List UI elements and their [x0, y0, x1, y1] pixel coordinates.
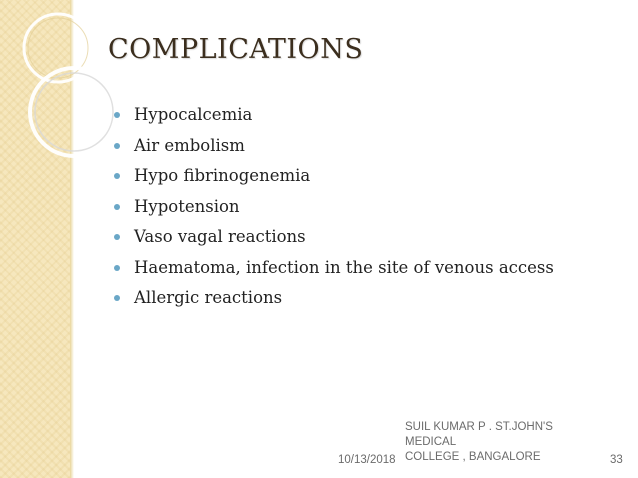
bullet-text: Haematoma, infection in the site of venous access [134, 257, 554, 277]
bullet-text: Hypocalcemia [134, 105, 253, 124]
footer-date: 10/13/2018 [338, 454, 396, 466]
bullet-dot-icon [114, 173, 120, 179]
footer-author-line1: SUIL KUMAR P . ST.JOHN'S MEDICAL [405, 421, 553, 448]
bullet-text: Hypotension [134, 196, 240, 216]
bullet-dot-icon [114, 295, 120, 301]
bullet-text: Air embolism [134, 135, 245, 155]
bullet-item [112, 100, 554, 131]
bullet-item [112, 253, 554, 284]
bullet-dot-icon [114, 112, 120, 118]
bullet-item [112, 192, 554, 223]
lower-ring [30, 68, 118, 156]
slide-title: COMPLICATIONS [108, 34, 364, 65]
bullet-list [112, 100, 554, 314]
lower-ring-inner [35, 73, 113, 151]
bullet-dot-icon [114, 204, 120, 210]
page-number: 33 [610, 454, 623, 466]
bullet-dot-icon [114, 234, 120, 240]
footer-author-line2: COLLEGE , BANGALORE [405, 451, 541, 463]
bullet-text: Hypo fibrinogenemia [134, 166, 311, 185]
bullet-item [112, 222, 554, 253]
footer-author [405, 420, 595, 465]
bullet-dot-icon [114, 265, 120, 271]
bullet-item [112, 131, 554, 162]
bullet-dot-icon [114, 143, 120, 149]
bullet-item [112, 161, 554, 192]
bullet-text: Vaso vagal reactions [134, 227, 306, 246]
bullet-item [112, 283, 554, 314]
bullet-text: Allergic reactions [134, 288, 283, 307]
decorative-rings [0, 0, 120, 200]
